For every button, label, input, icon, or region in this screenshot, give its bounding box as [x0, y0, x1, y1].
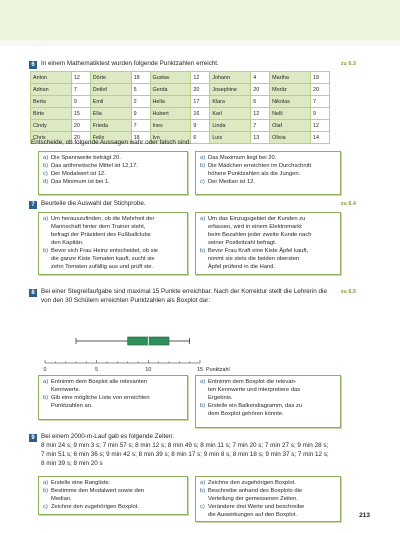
exercise-6-right-box [195, 151, 341, 195]
task-letter: b) [43, 248, 49, 254]
task-text: Verteilung der gemessenen Zeiten. [208, 496, 298, 502]
student-name: Chris [31, 132, 72, 144]
task-text: Mannschaft hinter dem Trainer steht, [51, 224, 146, 230]
task-line [43, 378, 183, 386]
table-row [31, 120, 330, 132]
student-score: 18 [131, 132, 150, 144]
student-name: Ines [150, 120, 191, 132]
task-text: erfassen, wird in einem Elektromarkt [208, 224, 302, 230]
task-text: zehn Tomaten zufällig aus und prüft sie. [51, 264, 154, 270]
student-name: Nikolas [270, 96, 311, 108]
exercise-7-left-box [38, 212, 188, 275]
task-letter: b) [200, 248, 206, 254]
task-line [200, 154, 336, 162]
task-line [43, 479, 183, 487]
student-name: Nelli [270, 108, 311, 120]
student-score: 6 [251, 96, 270, 108]
task-line [43, 154, 183, 162]
task-text: seiner Postleitzahl befragt. [208, 240, 277, 246]
task-line [200, 479, 336, 487]
table-row [31, 84, 330, 96]
student-name: Cindy [31, 120, 72, 132]
task-letter: c) [200, 179, 205, 185]
student-score: 7 [131, 120, 150, 132]
task-letter: a) [43, 155, 49, 161]
task-line [200, 231, 336, 239]
student-name: Frieda [90, 120, 131, 132]
student-score: 7 [251, 120, 270, 132]
task-text: Zeichne den zugehörigen Boxplot. [208, 480, 296, 486]
task-text: Gib eine mögliche Liste von erreichten [51, 395, 150, 401]
student-name: Anton [31, 72, 72, 84]
task-text: Zeichne den zugehörigen Boxplot. [51, 504, 139, 510]
task-line [200, 162, 336, 170]
student-score: 4 [251, 72, 270, 84]
task-text: Äpfel prüfend in die Hand. [208, 264, 276, 270]
exercise-6-left-box [38, 151, 188, 195]
task-letter: b) [43, 163, 49, 169]
table-row [31, 108, 330, 120]
student-score: 7 [71, 84, 90, 96]
task-line [43, 223, 183, 231]
task-line [43, 495, 183, 503]
task-text: Die Spannweite beträgt 20. [51, 155, 121, 161]
student-name: Johann [210, 72, 251, 84]
exercise-8-intro-line-1: Bei einer Stegreifaufgabe sind maximal 15 Punkte erreichbar. Nach der Korrektur stellt die Lehrerin die [41, 288, 327, 295]
student-name: Felix [90, 132, 131, 144]
exercise-number-8: 8 [29, 289, 37, 297]
task-text: Entnimm dem Boxplot alle relevanten [51, 379, 148, 385]
task-line [200, 255, 336, 263]
task-letter: a) [43, 480, 49, 486]
student-name: Karl [210, 108, 251, 120]
exercise-7-right-box [195, 212, 341, 275]
task-text: Um das Einzugsgebiet der Kunden zu [208, 216, 306, 222]
task-text: Entnimm dem Boxplot die relevan- [208, 379, 297, 385]
table-row [31, 96, 330, 108]
task-text: Erstelle eine Rangliste. [51, 480, 111, 486]
exercise-9-right-box [195, 476, 341, 522]
top-stripe [0, 40, 400, 46]
task-line [200, 410, 336, 418]
student-score: 2 [131, 96, 150, 108]
task-letter: d) [43, 179, 49, 185]
task-line [200, 503, 336, 511]
exercise-8-left-box [38, 375, 188, 420]
student-name: Hubert [150, 108, 191, 120]
exercise-7-ref: zu 6.4 [340, 201, 356, 207]
boxplot-ticks [44, 360, 204, 373]
exercise-9-times-line-3: 8 min 39 s; 8 min 20 s [41, 460, 103, 467]
task-letter: b) [43, 488, 49, 494]
task-text: die ganze Kiste Tomaten kauft, sucht sie [51, 256, 155, 262]
task-text: nimmt sie stets die beiden obersten [208, 256, 300, 262]
task-text: höhere Punktzahlen als die Jungen. [208, 171, 301, 177]
task-line [43, 386, 183, 394]
task-letter: a) [200, 216, 206, 222]
exercise-9-times-line-2: 7 min 51 s; 6 min 36 s; 9 min 42 s; 8 min 39 s; 8 min 17 s; 9 min 8 s; 8 min 18 s; 9 min 37 s; 7 min 12 s; [41, 451, 329, 458]
task-text: Median. [51, 496, 72, 502]
student-score: 16 [191, 108, 210, 120]
task-letter: b) [200, 488, 206, 494]
student-score: 7 [311, 96, 330, 108]
task-line [200, 386, 336, 394]
task-text: Punktzahlen an. [51, 403, 93, 409]
task-text: Das Maximum liegt bei 20. [208, 155, 277, 161]
student-score: 20 [71, 120, 90, 132]
task-text: Das arithmetische Mittel ist 12,17. [51, 163, 138, 169]
boxplot-chart [30, 331, 270, 377]
exercise-6-question: Entscheide, ob folgende Aussagen wahr oder falsch sind. [31, 139, 191, 146]
task-text: befragt der Präsident des Fußballclubs [51, 232, 151, 238]
exercise-9-intro: Bei einem 2000-m-Lauf gab es folgende Zeiten: [41, 433, 175, 440]
student-name: Adrian [31, 84, 72, 96]
student-score: 13 [251, 132, 270, 144]
student-name: Ella [90, 108, 131, 120]
student-name: Olaf [270, 120, 311, 132]
student-name: Josephine [210, 84, 251, 96]
student-name: Ivo [150, 132, 191, 144]
task-text: Die Mädchen erreichten im Durchschnitt [208, 163, 312, 169]
student-score: 14 [311, 132, 330, 144]
student-score: 19 [311, 72, 330, 84]
task-text: die Auswirkungen auf den Boxplot. [208, 512, 297, 518]
task-line [43, 215, 183, 223]
task-line [200, 215, 336, 223]
task-letter: a) [43, 216, 49, 222]
student-score: 6 [191, 132, 210, 144]
task-text: Ergebnis. [208, 395, 233, 401]
tick-label: 10 [145, 367, 152, 373]
task-line [200, 263, 336, 271]
boxplot-axis-label: Punktzahl [206, 367, 230, 373]
task-text: Beschreibe anhand des Boxplots die [208, 488, 303, 494]
tick-label: 0 [43, 367, 47, 373]
task-letter: a) [200, 480, 206, 486]
task-letter: a) [43, 379, 49, 385]
task-text: Der Median ist 12. [208, 179, 256, 185]
exercise-number-7: 7 [29, 201, 37, 209]
task-line [43, 402, 183, 410]
task-line [200, 402, 336, 410]
student-score: 20 [71, 132, 90, 144]
task-line [43, 178, 183, 186]
student-score: 9 [131, 108, 150, 120]
student-name: Gerda [150, 84, 191, 96]
exercise-7-intro: Beurteile die Auswahl der Stichprobe. [41, 200, 146, 207]
task-text: Das Minimum ist bei 1. [51, 179, 110, 185]
student-score: 5 [131, 84, 150, 96]
task-letter: b) [43, 395, 49, 401]
task-line [43, 247, 183, 255]
task-line [43, 170, 183, 178]
task-letter: a) [200, 379, 206, 385]
task-line [200, 378, 336, 386]
task-line [43, 162, 183, 170]
task-line [200, 247, 336, 255]
top-band [0, 0, 400, 40]
student-name: Gustav [150, 72, 191, 84]
task-line [43, 394, 183, 402]
task-letter: c) [43, 171, 48, 177]
student-name: Birte [31, 108, 72, 120]
exercise-8-intro-line-2: von den 30 Schülern erreichten Punktzahlen als Boxplot dar: [41, 297, 211, 304]
student-score: 9 [191, 120, 210, 132]
task-text: ten Kennwerte und interpretiere das [208, 387, 301, 393]
exercise-6-intro: In einem Mathematiktest wurden folgende Punktzahlen erreicht. [41, 60, 219, 67]
student-name: Linda [210, 120, 251, 132]
student-score: 15 [71, 108, 90, 120]
task-text: Verändere drei Werte und beschreibe [208, 504, 305, 510]
task-letter: b) [200, 403, 206, 409]
student-name: Martha [270, 72, 311, 84]
task-letter: a) [200, 155, 206, 161]
table-row [31, 72, 330, 84]
exercise-9-times-line-1: 8 min 24 s; 9 min 3 s; 7 min 57 s; 8 min 12 s; 8 min 49 s; 8 min 11 s; 7 min 20 s; 7 min 27 s; 9 min 28 s; [41, 442, 329, 449]
task-line [43, 239, 183, 247]
student-name: Moritz [270, 84, 311, 96]
student-name: Olivia [270, 132, 311, 144]
tick-label: 5 [95, 367, 99, 373]
task-line [200, 223, 336, 231]
task-line [200, 511, 336, 519]
task-line [43, 263, 183, 271]
task-line [43, 487, 183, 495]
task-letter: b) [200, 163, 206, 169]
exercise-8-ref: zu 6.5 [340, 289, 356, 295]
task-text: Bestimme den Modalwert sowie den [51, 488, 145, 494]
task-line [200, 170, 336, 178]
student-score: 20 [251, 84, 270, 96]
task-line [200, 239, 336, 247]
task-text: Erstelle ein Balkendiagramm, das zu [208, 403, 303, 409]
student-name: Emil [90, 96, 131, 108]
task-line [200, 394, 336, 402]
task-line [43, 255, 183, 263]
student-score: 12 [71, 72, 90, 84]
student-score: 9 [71, 96, 90, 108]
task-line [200, 178, 336, 186]
page-number: 213 [359, 512, 370, 519]
task-text: dem Boxplot gehören könnte. [208, 411, 284, 417]
student-score: 12 [191, 72, 210, 84]
points-table [30, 71, 330, 144]
task-text: Bevor sich Frau Heinz entscheidet, ob sie [51, 248, 158, 254]
student-name: Klara [210, 96, 251, 108]
student-score: 12 [251, 108, 270, 120]
task-text: den Kapitän. [51, 240, 84, 246]
student-name: Detlef [90, 84, 131, 96]
task-text: Der Modalwert ist 12. [51, 171, 106, 177]
exercise-number-6: 6 [29, 61, 37, 69]
task-text: beim Bezahlen jeder zweite Kunde nach [208, 232, 312, 238]
student-name: Dörte [90, 72, 131, 84]
student-name: Hella [150, 96, 191, 108]
task-line [43, 231, 183, 239]
exercise-9-left-box [38, 476, 188, 515]
task-line [200, 495, 336, 503]
task-text: Kennwerte. [51, 387, 81, 393]
student-score: 20 [311, 84, 330, 96]
task-letter: c) [200, 504, 205, 510]
student-score: 9 [311, 108, 330, 120]
task-text: Bevor Frau Kraft eine Kiste Äpfel kauft, [208, 248, 309, 254]
student-score: 12 [311, 120, 330, 132]
task-letter: c) [43, 504, 48, 510]
student-score: 18 [131, 72, 150, 84]
student-name: Luis [210, 132, 251, 144]
task-line [43, 503, 183, 511]
student-score: 20 [191, 84, 210, 96]
student-name: Berta [31, 96, 72, 108]
task-line [200, 487, 336, 495]
exercise-8-right-box [195, 375, 341, 428]
student-score: 17 [191, 96, 210, 108]
task-text: Um herauszufinden, ob die Mehrheit der [51, 216, 155, 222]
exercise-6-ref: zu 6.3 [340, 61, 356, 67]
exercise-number-9: 9 [29, 434, 37, 442]
tick-label: 15 [197, 367, 203, 373]
